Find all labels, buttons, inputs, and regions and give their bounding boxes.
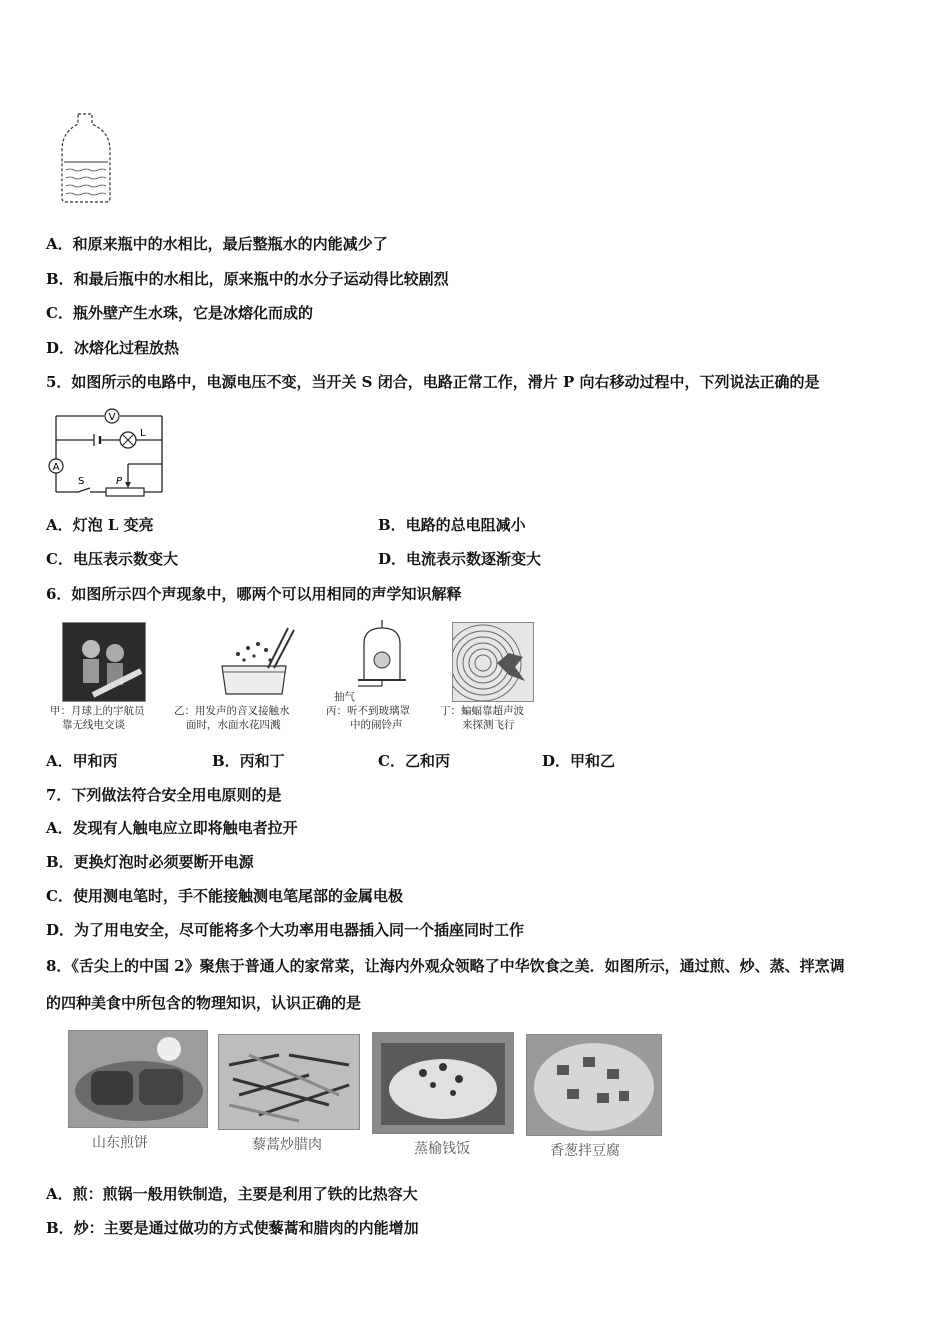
q6-stem: 6．如图所示四个声现象中，哪两个可以用相同的声学知识解释 [46, 585, 462, 603]
pump-label: 抽气 [334, 691, 355, 703]
q5-stem: 5．如图所示的电路中，电源电压不变，当开关 S 闭合，电路正常工作，滑片 P 向右移动过程中，下列说法正确的是 [46, 373, 820, 391]
astronaut-image [62, 622, 146, 702]
fig-yi-caption-1: 乙：用发声的音叉接触水 [174, 705, 290, 717]
q8-stem-line-1: 8．《舌尖上的中国 2》聚焦于普通人的家常菜，让海内外观众领略了中华饮食之美．如图所示，通过煎、炒、蒸、拌烹调 [46, 957, 845, 975]
q8-stem-line-2: 的四种美食中所包含的物理知识，认识正确的是 [46, 994, 362, 1012]
fig-bing-caption-2: 中的闹铃声 [350, 719, 403, 731]
q4-option-a: A．和原来瓶中的水相比，最后整瓶水的内能减少了 [46, 235, 388, 253]
food-image-jianbing [68, 1030, 208, 1128]
bottle-figure [52, 110, 122, 206]
q6-option-c: C．乙和丙 [378, 752, 450, 770]
slider-label: P [116, 476, 123, 487]
q6-option-d: D．甲和乙 [542, 752, 616, 770]
q4-option-b: B．和最后瓶中的水相比，原来瓶中的水分子运动得比较剧烈 [46, 270, 449, 288]
q7-stem: 7．下列做法符合安全用电原则的是 [46, 786, 282, 804]
fig-jia-caption-2: 靠无线电交谈 [62, 719, 125, 731]
q5-option-d: D．电流表示数逐渐变大 [378, 550, 542, 568]
q7-option-a: A．发现有人触电应立即将触电者拉开 [46, 819, 298, 837]
q7-option-d: D．为了用电安全，尽可能将多个大功率用电器插入同一个插座同时工作 [46, 921, 525, 939]
food-caption-2: 藜蒿炒腊肉 [252, 1137, 322, 1153]
food-image-steamed-rice [372, 1032, 514, 1134]
rheostat-symbol [106, 488, 144, 496]
food-caption-1: 山东煎饼 [92, 1135, 148, 1151]
food-caption-3: 蒸榆钱饭 [414, 1141, 470, 1157]
fig-bing-caption-1: 丙：听不到玻璃罩 [326, 705, 410, 717]
q5-option-b: B．电路的总电阻减小 [378, 516, 526, 534]
fig-jia-caption-1: 甲：月球上的宇航员 [50, 705, 145, 717]
q8-option-b: B．炒：主要是通过做功的方式使藜蒿和腊肉的内能增加 [46, 1219, 419, 1237]
q7-option-b: B．更换灯泡时必须要断开电源 [46, 853, 254, 871]
food-caption-4: 香葱拌豆腐 [550, 1143, 620, 1159]
q7-option-c: C．使用测电笔时，手不能接触测电笔尾部的金属电极 [46, 887, 403, 905]
ammeter-label: A [52, 462, 60, 473]
fig-ding-caption-1: 丁：蝙蝠靠超声波 [440, 705, 524, 717]
fig-yi-caption-2: 面时，水面水花四溅 [186, 719, 281, 731]
food-image-tofu [526, 1034, 662, 1136]
lamp-label: L [140, 428, 146, 439]
circuit-diagram [44, 404, 174, 500]
q6-option-b: B．丙和丁 [212, 752, 285, 770]
q5-option-a: A．灯泡 L 变亮 [46, 516, 154, 534]
fig-ding-caption-2: 来探测飞行 [462, 719, 515, 731]
q4-option-c: C．瓶外壁产生水珠，它是冰熔化而成的 [46, 304, 313, 322]
q6-option-a: A．甲和丙 [46, 752, 118, 770]
q4-option-d: D．冰熔化过程放热 [46, 339, 180, 357]
tuning-fork-figure [208, 620, 300, 700]
bell-jar-figure [352, 620, 412, 694]
switch-label: S [78, 476, 85, 487]
food-image-stirfry [218, 1034, 360, 1130]
voltmeter-label: V [108, 412, 116, 423]
bat-image [452, 622, 534, 702]
q5-option-c: C．电压表示数变大 [46, 550, 178, 568]
q8-option-a: A．煎：煎锅一般用铁制造，主要是利用了铁的比热容大 [46, 1185, 418, 1203]
